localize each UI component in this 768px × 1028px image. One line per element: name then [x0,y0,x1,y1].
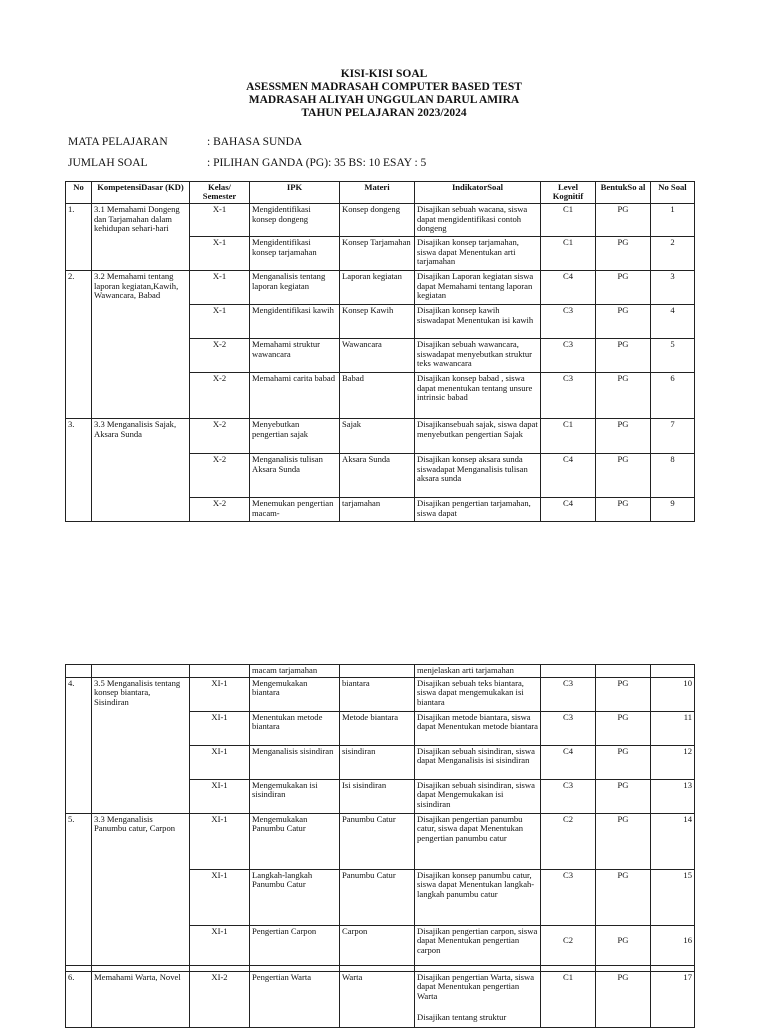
cell-indikator: Disajikan konsep aksara sunda siswadapat Menganalisis tulisan aksara sunda [415,454,541,498]
cell-bentuk: PG [596,373,651,419]
document-title [0,68,768,120]
cell-nosoal: 1 [651,204,695,237]
cell-kd: 3.5 Menganalisis tentang konsep biantara, Sisindiran [92,677,190,813]
cell-kelas: X-2 [190,373,250,419]
cell-no: 6. [66,971,92,1027]
table-row-continuation [66,665,695,678]
cell-materi: sisindiran [340,745,415,779]
cell-indikator: Disajikan pengertian tarjamahan, siswa dapat [415,498,541,522]
meta-count [68,157,426,169]
cell-nosoal: 3 [651,271,695,305]
cell-kelas: XI-1 [190,925,250,965]
cell-materi: Aksara Sunda [340,454,415,498]
cell-indikator: Disajikan sebuah wacana, siswa dapat mengidentifikasi contoh dongeng [415,204,541,237]
table-row [66,971,695,1027]
cell-ipk: Mengemukakan biantara [250,677,340,711]
cell-indikator-text: Disajikan pengertian Warta, siswa dapat Menentukan pengertian Warta [417,971,535,1001]
cell-level: C3 [541,339,596,373]
cell-indikator: Disajikan sebuah wawancara, siswadapat menyebutkan struktur teks wawancara [415,339,541,373]
cell-ipk: Menemukan pengertian macam- [250,498,340,522]
cell-bentuk: PG [596,813,651,869]
cell-kd: 3.2 Memahami tentang laporan kegiatan,Kawih, Wawancara, Babad [92,271,190,419]
cell-nosoal: 2 [651,237,695,271]
cell-materi: Konsep Kawih [340,305,415,339]
cell-indikator [415,971,541,1027]
table-row [66,813,695,869]
cell-indikator: Disajikansebuah sajak, siswa dapat menyebutkan pengertian Sajak [415,419,541,454]
cell-ipk: Memahami carita babad [250,373,340,419]
cell-no: 5. [66,813,92,965]
cell-indikator: menjelaskan arti tarjamahan [415,665,541,678]
cell-kelas: X-1 [190,305,250,339]
cell-ipk: Mengidentifikasi konsep dongeng [250,204,340,237]
col-header-kd: KompetensiDasar (KD) [92,182,190,204]
cell-level: C3 [541,869,596,925]
cell-kelas: X-2 [190,454,250,498]
cell-kelas: XI-1 [190,779,250,813]
col-header-bentuk: BentukSo al [596,182,651,204]
cell-level: C3 [541,711,596,745]
cell-indikator: Disajikan konsep panumbu catur, siswa dapat Menentukan langkah- langkah panumbu catur [415,869,541,925]
meta-subject-value: : BAHASA SUNDA [207,136,303,148]
cell-nosoal: 4 [651,305,695,339]
cell-materi: Panumbu Catur [340,813,415,869]
cell-ipk: Langkah-langkah Panumbu Catur [250,869,340,925]
cell-level: C2 [541,813,596,869]
cell-nosoal: 10 [651,677,695,711]
cell-kelas: XI-1 [190,711,250,745]
col-header-materi: Materi [340,182,415,204]
cell-indikator: Disajikan konsep kawih siswadapat Menentukan isi kawih [415,305,541,339]
cell-nosoal: 5 [651,339,695,373]
cell-materi: Konsep Tarjamahan [340,237,415,271]
cell-ipk: Pengertian Carpon [250,925,340,965]
cell-level: C3 [541,677,596,711]
cell-indikator-text-2: Disajikan tentang struktur [417,1012,507,1023]
meta-count-label: JUMLAH SOAL [68,157,148,169]
cell-nosoal: 6 [651,373,695,419]
cell-bentuk: PG [596,271,651,305]
cell-level: C4 [541,498,596,522]
cell-bentuk: PG [596,925,651,965]
cell-level: C1 [541,237,596,271]
cell-bentuk: PG [596,779,651,813]
cell-indikator: Disajikan Laporan kegiatan siswa dapat Memahami tentang laporan kegiatan [415,271,541,305]
cell-bentuk: PG [596,339,651,373]
title-line-4: TAHUN PELAJARAN 2023/2024 [301,107,467,119]
cell-level: C1 [541,971,596,1027]
cell-level: C1 [541,204,596,237]
cell-ipk: Memahami struktur wawancara [250,339,340,373]
cell-indikator: Disajikan sebuah sisindiran, siswa dapat Menganalisis isi sisindiran [415,745,541,779]
table-row [66,271,695,305]
cell-bentuk: PG [596,204,651,237]
cell-ipk: Menganalisis tentang laporan kegiatan [250,271,340,305]
cell-materi: Laporan kegiatan [340,271,415,305]
cell-kelas: XI-1 [190,869,250,925]
cell-kd: 3.1 Memahami Dongeng dan Tarjamahan dalam kehidupan sehari-hari [92,204,190,271]
cell-nosoal: 13 [651,779,695,813]
cell-no: 4. [66,677,92,813]
cell-kelas: XI-2 [190,971,250,1027]
table-row [66,419,695,454]
cell-nosoal: 8 [651,454,695,498]
col-header-indikator: IndikatorSoal [415,182,541,204]
cell-ipk: Pengertian Warta [250,971,340,1027]
cell-materi: Konsep dongeng [340,204,415,237]
cell-level: C3 [541,373,596,419]
cell-materi: Isi sisindiran [340,779,415,813]
cell-nosoal: 14 [651,813,695,869]
cell-nosoal: 15 [651,869,695,925]
cell-level: C4 [541,454,596,498]
cell-kd: 3.3 Menganalisis Sajak, Aksara Sunda [92,419,190,522]
col-header-no: No [66,182,92,204]
cell-kelas: X-1 [190,237,250,271]
kisi-table-page-1 [65,181,695,522]
cell-ipk: Menentukan metode biantara [250,711,340,745]
cell-bentuk: PG [596,454,651,498]
kisi-table-page-2 [65,664,695,1028]
cell-bentuk: PG [596,745,651,779]
cell-bentuk: PG [596,237,651,271]
title-line-1: KISI-KISI SOAL [340,68,428,80]
cell-ipk: Menyebutkan pengertian sajak [250,419,340,454]
cell-nosoal: 16 [651,925,695,965]
cell-materi: Metode biantara [340,711,415,745]
cell-nosoal: 7 [651,419,695,454]
title-line-3: MADRASAH ALIYAH UNGGULAN DARUL AMIRA [248,94,520,106]
cell-nosoal: 11 [651,711,695,745]
cell-kelas: X-1 [190,271,250,305]
cell-bentuk: PG [596,677,651,711]
cell-materi: tarjamahan [340,498,415,522]
table-header-row [66,182,695,204]
cell-kelas: X-1 [190,204,250,237]
cell-materi: Panumbu Catur [340,869,415,925]
cell-nosoal: 12 [651,745,695,779]
cell-nosoal: 9 [651,498,695,522]
cell-nosoal: 17 [651,971,695,1027]
table-row [66,677,695,711]
cell-materi: Babad [340,373,415,419]
cell-kelas: XI-1 [190,813,250,869]
cell-ipk: Menganalisis tulisan Aksara Sunda [250,454,340,498]
cell-indikator: Disajikan konsep tarjamahan, siswa dapat Menentukan arti tarjamahan [415,237,541,271]
cell-bentuk: PG [596,711,651,745]
cell-ipk: Mengidentifikasi konsep tarjamahan [250,237,340,271]
cell-no: 3. [66,419,92,522]
cell-bentuk: PG [596,971,651,1027]
cell-level: C3 [541,779,596,813]
cell-ipk: Mengidentifikasi kawih [250,305,340,339]
col-header-kelas: Kelas/ Semester [190,182,250,204]
cell-indikator: Disajikan sebuah sisindiran, siswa dapat Mengemukakan isi sisindiran [415,779,541,813]
cell-kelas: X-2 [190,339,250,373]
cell-kd: Memahami Warta, Novel [92,971,190,1027]
cell-ipk: Mengemukakan isi sisindiran [250,779,340,813]
cell-kelas: X-2 [190,419,250,454]
cell-no: 1. [66,204,92,271]
cell-bentuk: PG [596,305,651,339]
cell-kelas: XI-1 [190,745,250,779]
cell-no: 2. [66,271,92,419]
cell-bentuk: PG [596,498,651,522]
col-header-nosoal: No Soal [651,182,695,204]
cell-materi: Warta [340,971,415,1027]
cell-indikator: Disajikan metode biantara, siswa dapat Menentukan metode biantara [415,711,541,745]
cell-level: C4 [541,271,596,305]
cell-level: C2 [541,925,596,965]
cell-level: C4 [541,745,596,779]
meta-subject [68,136,302,148]
meta-subject-label: MATA PELAJARAN [68,136,168,148]
cell-indikator: Disajikan pengertian panumbu catur, siswa dapat Menentukan pengertian panumbu catur [415,813,541,869]
cell-kelas: XI-1 [190,677,250,711]
cell-kd: 3.3 Menganalisis Panumbu catur, Carpon [92,813,190,965]
cell-bentuk: PG [596,869,651,925]
cell-ipk: macam tarjamahan [250,665,340,678]
cell-indikator: Disajikan konsep babad , siswa dapat menentukan tentang unsure intrinsic babad [415,373,541,419]
cell-materi: Sajak [340,419,415,454]
cell-indikator: Disajikan pengertian carpon, siswa dapat Menentukan pengertian carpon [415,925,541,965]
cell-materi: Wawancara [340,339,415,373]
cell-materi: biantara [340,677,415,711]
table-row [66,204,695,237]
col-header-level: Level Kognitif [541,182,596,204]
cell-level: C1 [541,419,596,454]
cell-materi: Carpon [340,925,415,965]
cell-ipk: Menganalisis sisindiran [250,745,340,779]
cell-ipk: Mengemukakan Panumbu Catur [250,813,340,869]
cell-bentuk: PG [596,419,651,454]
meta-count-value: : PILIHAN GANDA (PG): 35 BS: 10 ESAY : 5 [207,157,427,169]
cell-level: C3 [541,305,596,339]
cell-kelas: X-2 [190,498,250,522]
cell-indikator: Disajikan sebuah teks biantara, siswa dapat mengemukakan isi biantara [415,677,541,711]
col-header-ipk: IPK [250,182,340,204]
title-line-2: ASESSMEN MADRASAH COMPUTER BASED TEST [246,81,522,93]
